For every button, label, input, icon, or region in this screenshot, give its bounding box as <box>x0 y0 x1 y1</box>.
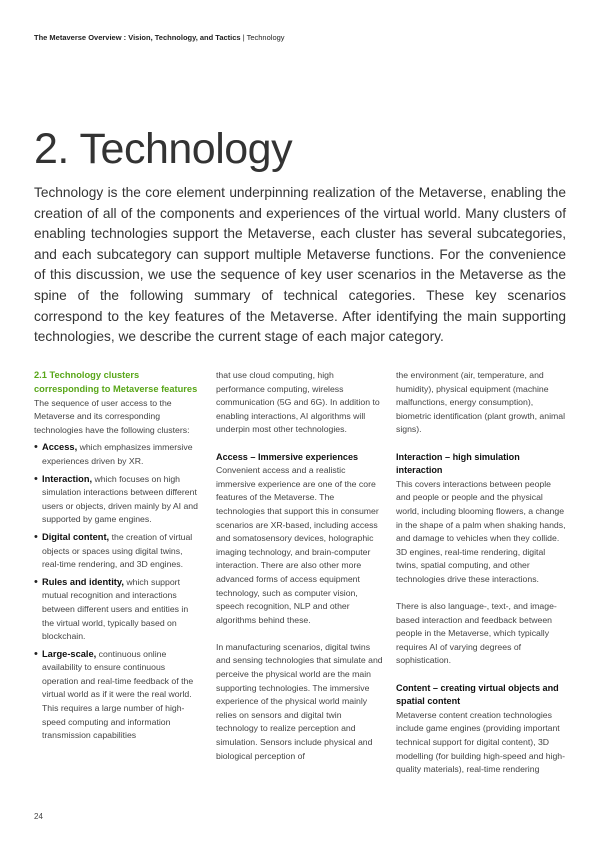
heading-access-immersive: Access – Immersive experiences <box>216 451 359 462</box>
column-3 <box>396 369 566 777</box>
term-interaction: Interaction, <box>42 473 93 484</box>
list-item-access <box>34 441 199 468</box>
col3-paragraph-2: This covers interactions between people and people or people and the physical world, including blooming flowers, a change in the shape of a palm when shaking hands, and damage to vehicles when they collide. 3D engines, real-time rendering, digital twins, spatial computing, and other technologies drive these interactions. <box>396 478 566 584</box>
term-digital-content: Digital content, <box>42 531 110 542</box>
list-item-digital-content <box>34 531 199 572</box>
desc-access: which emphasizes immersive experiences driven by XR. <box>42 442 193 466</box>
header-separator: | <box>240 33 247 42</box>
col1-lead-paragraph: The sequence of user access to the Metaverse and its corresponding technologies have the following clusters: <box>34 397 190 435</box>
heading-content: Content – creating virtual objects and spatial content <box>396 682 559 707</box>
term-rules-identity: Rules and identity, <box>42 576 124 587</box>
heading-interaction: Interaction – high simulation interaction <box>396 451 520 476</box>
desc-interaction: which focuses on high simulation interactions between different users or objects, driven mainly by AI and supported by game engines. <box>42 473 198 525</box>
term-access: Access, <box>42 442 78 453</box>
col2-paragraph-1: that use cloud computing, high performance computing, wireless communication (5G and 6G). In addition to enabling interactions, AI algorithms will underpin most other technologies. <box>216 370 380 435</box>
header-section: Technology <box>246 33 285 42</box>
col3-paragraph-3: There is also language-, text-, and image-based interaction and feedback between people in the Metaverse, which typically requires AI of varying degrees of sophistication. <box>396 601 557 666</box>
col2-paragraph-2: Convenient access and a realistic immersive experience are one of the core features of the Metaverse. The technologies that support this in consumer scenarios are XR-based, including access and somatosensory devices, holographic imaging technology, and brain-computer interaction. There are also other more advanced forms of access equipment technology, such as computer vision, speech recognition, NLP and other algorithms behind these. <box>216 465 379 625</box>
list-item-large-scale <box>34 648 199 743</box>
col2-paragraph-3: In manufacturing scenarios, digital twins and sensing technologies that simulate and perceive the physical world are the main supporting technologies. The immersive experience of the physical world mainly relies on sensors and digital twin technology to realize perception and simulation. Sensors include physical and biological perception of <box>216 641 383 761</box>
list-item-rules-identity <box>34 576 199 644</box>
header-doc-title: The Metaverse Overview : Vision, Technology, and Tactics <box>34 33 241 42</box>
desc-digital-content: the creation of virtual objects or spaces using digital twins, real-time rendering, and 3D engines. <box>42 531 193 570</box>
list-item-interaction <box>34 473 199 527</box>
column-1 <box>34 369 199 747</box>
term-large-scale: Large-scale, <box>42 648 97 659</box>
col3-paragraph-4: Metaverse content creation technologies include game engines (providing important technical support for digital content), 3D modelling (for building high-speed and high-quality materials), real-time rendering <box>396 709 566 775</box>
section-heading-2-1: 2.1 Technology clusters corresponding to Metaverse features <box>34 370 198 394</box>
desc-large-scale: continuous online availability to ensure continuous operation and real-time feedback of the virtual world as if it were the real world. This requires a large number of high-speed computing and information transmission capabilities <box>42 648 194 741</box>
column-2 <box>216 369 384 763</box>
intro-paragraph: Technology is the core element underpinning realization of the Metaverse, enabling the creation of all of the components and experiences of the virtual world. Many clusters of enabling technologies support the Metaverse, each cluster has several subcategories, and each subcategory can support multiple Metaverse functions. For the convenience of this discussion, we use the sequence of key user scenarios in the Metaverse as the spine of the following summary of technical categories. These key scenarios correspond to the key features of the Metaverse. After identifying the main supporting technologies, we describe the current stage of each major category. <box>34 185 566 345</box>
cluster-list <box>34 441 199 742</box>
page-number: 24 <box>34 812 43 821</box>
running-header <box>34 33 285 42</box>
desc-rules-identity: which support mutual recognition and interactions between different users and entities in the virtual world, typically based on blockchain. <box>42 576 189 642</box>
col3-paragraph-1: the environment (air, temperature, and humidity), physical equipment (machine malfunctions, energy consumption), biometric identification (plant growth, animal signs). <box>396 370 566 435</box>
page-title: 2. Technology <box>34 125 293 173</box>
